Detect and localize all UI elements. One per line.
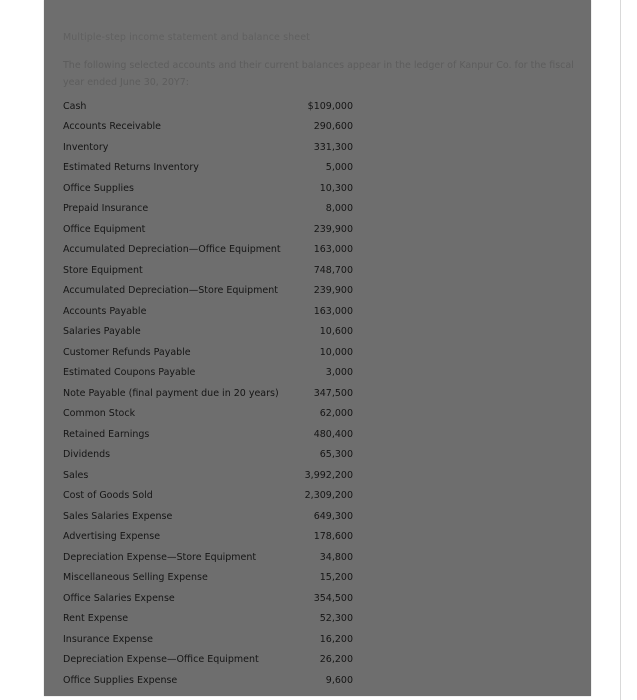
account-balance: 3,992,200 xyxy=(304,469,353,481)
table-row xyxy=(63,363,353,384)
intro-paragraph: The following selected accounts and their current balances appear in the ledger of Kanpur Co. for the fiscal year ended June 30, 20Y7: xyxy=(63,60,574,88)
account-name: Depreciation Expense—Store Equipment xyxy=(63,551,257,563)
account-name: Note Payable (final payment due in 20 years) xyxy=(63,387,279,399)
table-row xyxy=(63,527,353,548)
account-balance: 3,000 xyxy=(325,367,353,379)
table-row xyxy=(63,199,353,220)
account-name: Office Equipment xyxy=(63,223,146,235)
table-row xyxy=(63,424,353,445)
account-name: Estimated Coupons Payable xyxy=(63,367,196,379)
table-row xyxy=(63,342,353,363)
account-name: Prepaid Insurance xyxy=(63,203,149,215)
account-balance: 239,900 xyxy=(313,223,353,235)
document-heading: Multiple-step income statement and balance sheet xyxy=(63,32,310,43)
account-name: Dividends xyxy=(63,449,111,461)
account-balance: 347,500 xyxy=(313,387,353,399)
account-balance: 62,000 xyxy=(319,408,353,420)
table-row xyxy=(63,445,353,466)
account-balance: 9,600 xyxy=(325,674,353,686)
account-name: Customer Refunds Payable xyxy=(63,346,191,358)
table-row xyxy=(63,117,353,138)
account-name: Retained Earnings xyxy=(63,428,150,440)
account-name: Miscellaneous Selling Expense xyxy=(63,572,208,584)
account-name: Rent Expense xyxy=(63,613,129,625)
table-row xyxy=(63,383,353,404)
table-row xyxy=(63,629,353,650)
account-balance: 748,700 xyxy=(313,264,353,276)
account-balance: 5,000 xyxy=(325,162,353,174)
account-name: Cost of Goods Sold xyxy=(63,490,153,502)
account-name: Office Supplies Expense xyxy=(63,674,178,686)
account-balance: 65,300 xyxy=(319,449,353,461)
account-balance: 163,000 xyxy=(313,305,353,317)
account-name: Advertising Expense xyxy=(63,531,161,543)
account-balance: 10,600 xyxy=(319,326,353,338)
table-row xyxy=(63,240,353,261)
account-balance: 10,000 xyxy=(319,346,353,358)
account-name: Accumulated Depreciation—Office Equipment xyxy=(63,244,281,256)
account-balance: 239,900 xyxy=(313,285,353,297)
account-name: Office Supplies xyxy=(63,182,134,194)
account-name: Accounts Payable xyxy=(63,305,147,317)
account-balance: 480,400 xyxy=(313,428,353,440)
account-balance: 52,300 xyxy=(319,613,353,625)
account-balance: 26,200 xyxy=(319,654,353,666)
ledger-table xyxy=(63,96,353,691)
account-name: Salaries Payable xyxy=(63,326,141,338)
account-name: Common Stock xyxy=(63,408,136,420)
account-balance: 15,200 xyxy=(319,572,353,584)
table-row xyxy=(63,465,353,486)
account-name: Accounts Receivable xyxy=(63,121,162,133)
table-row xyxy=(63,322,353,343)
table-row xyxy=(63,137,353,158)
table-row xyxy=(63,506,353,527)
account-name: Cash xyxy=(63,100,87,112)
account-balance: 178,600 xyxy=(313,531,353,543)
table-row xyxy=(63,670,353,691)
account-balance: 163,000 xyxy=(313,244,353,256)
table-row xyxy=(63,158,353,179)
table-row xyxy=(63,650,353,671)
account-balance: 16,200 xyxy=(319,633,353,645)
right-edge-divider xyxy=(620,0,621,700)
account-name: Sales Salaries Expense xyxy=(63,510,173,522)
account-name: Inventory xyxy=(63,141,109,153)
account-name: Depreciation Expense—Office Equipment xyxy=(63,654,259,666)
account-balance: 354,500 xyxy=(313,592,353,604)
ledger-body xyxy=(63,96,353,691)
account-name: Accumulated Depreciation—Store Equipment xyxy=(63,285,278,297)
account-balance: 649,300 xyxy=(313,510,353,522)
table-row xyxy=(63,486,353,507)
account-name: Store Equipment xyxy=(63,264,143,276)
table-row xyxy=(63,178,353,199)
table-row xyxy=(63,404,353,425)
account-balance: 10,300 xyxy=(319,182,353,194)
table-row xyxy=(63,609,353,630)
account-name: Office Salaries Expense xyxy=(63,592,175,604)
table-row xyxy=(63,281,353,302)
table-row xyxy=(63,568,353,589)
account-balance: 290,600 xyxy=(313,121,353,133)
account-name: Sales xyxy=(63,469,89,481)
table-row xyxy=(63,588,353,609)
account-balance: $109,000 xyxy=(307,100,353,112)
table-row xyxy=(63,219,353,240)
table-row xyxy=(63,547,353,568)
account-name: Estimated Returns Inventory xyxy=(63,162,199,174)
table-row xyxy=(63,301,353,322)
account-balance: 8,000 xyxy=(325,203,353,215)
account-balance: 2,309,200 xyxy=(304,490,353,502)
account-balance: 331,300 xyxy=(313,141,353,153)
table-row xyxy=(63,96,353,117)
table-row xyxy=(63,260,353,281)
account-balance: 34,800 xyxy=(319,551,353,563)
account-name: Insurance Expense xyxy=(63,633,153,645)
